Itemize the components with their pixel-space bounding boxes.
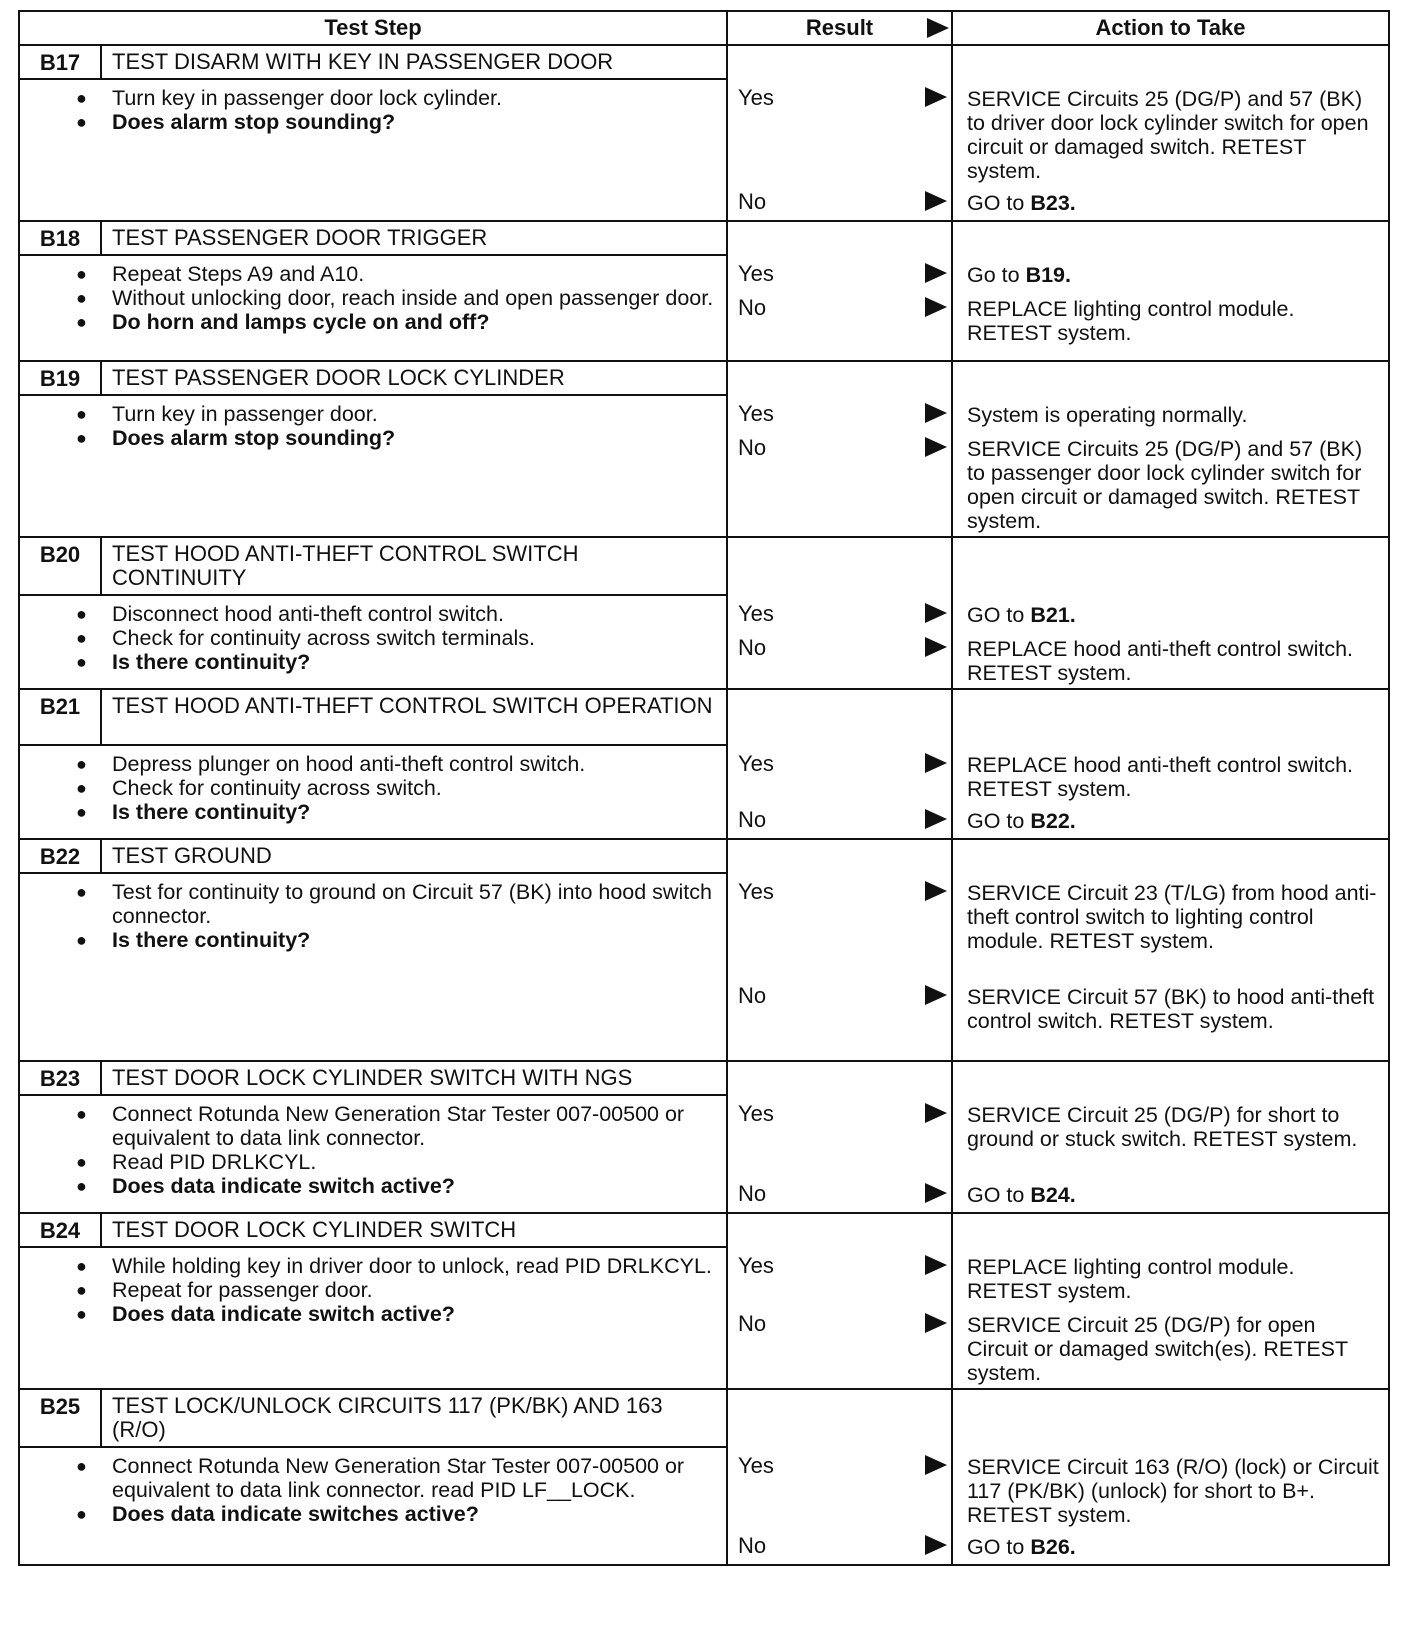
action-cell xyxy=(952,1095,1389,1213)
arrow-icon xyxy=(925,753,947,773)
arrow-icon xyxy=(925,881,947,901)
result-cell xyxy=(727,1447,952,1565)
step-body-row xyxy=(19,595,1389,689)
arrow-icon xyxy=(925,1313,947,1333)
result-cell xyxy=(727,255,952,361)
arrow-icon xyxy=(925,985,947,1005)
table-header-row xyxy=(19,11,1389,45)
arrow-icon xyxy=(925,637,947,657)
arrow-icon xyxy=(925,1535,947,1555)
step-instructions xyxy=(19,1095,727,1213)
step-question: ● Is there continuity? xyxy=(112,928,718,952)
step-title-row xyxy=(19,839,1389,873)
step-question: ● Does data indicate switches active? xyxy=(112,1502,718,1526)
step-body-row xyxy=(19,255,1389,361)
step-id: B18 xyxy=(19,221,101,255)
result-cell xyxy=(727,595,952,689)
header-result: Result xyxy=(727,11,952,45)
step-title-row xyxy=(19,221,1389,255)
arrow-icon xyxy=(925,87,947,107)
step-question: ● Is there continuity? xyxy=(112,800,718,824)
result-yes: Yes xyxy=(738,751,947,777)
step-title: TEST HOOD ANTI-THEFT CONTROL SWITCH CONTINUITY xyxy=(101,537,727,595)
action-yes: SERVICE Circuit 163 (R/O) (lock) or Circuit 117 (PK/BK) (unlock) for short to B+. RETEST system. xyxy=(967,1455,1379,1527)
action-cell xyxy=(952,873,1389,1061)
step-body-row xyxy=(19,1247,1389,1389)
result-no: No xyxy=(738,1311,947,1337)
instruction-item: ● Connect Rotunda New Generation Star Tester 007-00500 or equivalent to data link connector. xyxy=(112,1102,718,1150)
result-cell xyxy=(727,745,952,839)
action-no: SERVICE Circuit 25 (DG/P) for open Circuit or damaged switch(es). RETEST system. xyxy=(967,1313,1348,1385)
instruction-item: ● Without unlocking door, reach inside and open passenger door. xyxy=(112,286,718,310)
step-title: TEST PASSENGER DOOR LOCK CYLINDER xyxy=(101,361,727,395)
result-cell xyxy=(727,395,952,537)
step-id: B17 xyxy=(19,45,101,79)
header-test-step: Test Step xyxy=(19,11,727,45)
instruction-item: ● Repeat for passenger door. xyxy=(112,1278,718,1302)
step-title: TEST DOOR LOCK CYLINDER SWITCH WITH NGS xyxy=(101,1061,727,1095)
header-action: Action to Take xyxy=(952,11,1389,45)
step-title-row xyxy=(19,1213,1389,1247)
step-body-row xyxy=(19,79,1389,221)
arrow-icon xyxy=(925,603,947,623)
action-cell xyxy=(952,595,1389,689)
step-title-row xyxy=(19,361,1389,395)
result-yes: Yes xyxy=(738,401,947,427)
instruction-item: ● Depress plunger on hood anti-theft control switch. xyxy=(112,752,718,776)
result-yes: Yes xyxy=(738,879,947,905)
arrow-icon xyxy=(925,1255,947,1275)
step-question: ● Does alarm stop sounding? xyxy=(112,426,718,450)
instruction-item: ● Repeat Steps A9 and A10. xyxy=(112,262,718,286)
arrow-icon xyxy=(925,297,947,317)
result-yes: Yes xyxy=(738,1253,947,1279)
step-id: B20 xyxy=(19,537,101,595)
step-question: ● Does alarm stop sounding? xyxy=(112,110,718,134)
result-yes: Yes xyxy=(738,601,947,627)
step-title: TEST DISARM WITH KEY IN PASSENGER DOOR xyxy=(101,45,727,79)
instruction-item: ● Turn key in passenger door. xyxy=(112,402,718,426)
action-yes: SERVICE Circuit 23 (T/LG) from hood anti-theft control switch to lighting control module. RETEST system. xyxy=(967,881,1377,953)
action-no: GO to B26. xyxy=(967,1535,1076,1559)
action-yes: REPLACE hood anti-theft control switch. RETEST system. xyxy=(967,753,1354,801)
action-yes: Go to B19. xyxy=(967,263,1071,287)
result-no: No xyxy=(738,295,947,321)
step-instructions xyxy=(19,395,727,537)
action-yes: GO to B21. xyxy=(967,603,1076,627)
step-title: TEST PASSENGER DOOR TRIGGER xyxy=(101,221,727,255)
action-no: GO to B24. xyxy=(967,1183,1076,1207)
result-no: No xyxy=(738,435,947,461)
step-body-row xyxy=(19,1095,1389,1213)
action-cell xyxy=(952,1247,1389,1389)
arrow-icon xyxy=(927,18,949,38)
arrow-icon xyxy=(925,263,947,283)
arrow-icon xyxy=(925,1183,947,1203)
instruction-item: ● Connect Rotunda New Generation Star Tester 007-00500 or equivalent to data link connector. read PID LF__LOCK. xyxy=(112,1454,718,1502)
step-instructions xyxy=(19,255,727,361)
step-instructions xyxy=(19,595,727,689)
arrow-icon xyxy=(925,191,947,211)
step-title-row xyxy=(19,537,1389,595)
step-question: ● Do horn and lamps cycle on and off? xyxy=(112,310,718,334)
step-id: B19 xyxy=(19,361,101,395)
step-id: B25 xyxy=(19,1389,101,1447)
arrow-icon xyxy=(925,809,947,829)
step-body-row xyxy=(19,873,1389,1061)
step-title-row xyxy=(19,689,1389,745)
action-no: SERVICE Circuit 57 (BK) to hood anti-theft control switch. RETEST system. xyxy=(967,985,1375,1033)
step-body-row xyxy=(19,395,1389,537)
result-no: No xyxy=(738,189,947,215)
instruction-item: ● Turn key in passenger door lock cylinder. xyxy=(112,86,718,110)
result-no: No xyxy=(738,1181,947,1207)
step-instructions xyxy=(19,745,727,839)
step-title: TEST LOCK/UNLOCK CIRCUITS 117 (PK/BK) AND 163 (R/O) xyxy=(101,1389,727,1447)
result-yes: Yes xyxy=(738,85,947,111)
action-cell xyxy=(952,79,1389,221)
step-question: ● Does data indicate switch active? xyxy=(112,1302,718,1326)
result-no: No xyxy=(738,983,947,1009)
step-title: TEST DOOR LOCK CYLINDER SWITCH xyxy=(101,1213,727,1247)
arrow-icon xyxy=(925,1103,947,1123)
action-no: REPLACE lighting control module. RETEST system. xyxy=(967,297,1295,345)
result-cell xyxy=(727,79,952,221)
action-no: REPLACE hood anti-theft control switch. RETEST system. xyxy=(967,637,1354,685)
step-body-row xyxy=(19,745,1389,839)
action-cell xyxy=(952,395,1389,537)
instruction-item: ● While holding key in driver door to unlock, read PID DRLKCYL. xyxy=(112,1254,718,1278)
instruction-item: ● Check for continuity across switch terminals. xyxy=(112,626,718,650)
result-no: No xyxy=(738,807,947,833)
action-cell xyxy=(952,1447,1389,1565)
action-cell xyxy=(952,255,1389,361)
action-yes: System is operating normally. xyxy=(967,403,1248,427)
step-question: ● Is there continuity? xyxy=(112,650,718,674)
action-yes: REPLACE lighting control module. RETEST system. xyxy=(967,1255,1295,1303)
arrow-icon xyxy=(925,403,947,423)
step-id: B22 xyxy=(19,839,101,873)
action-no: GO to B22. xyxy=(967,809,1076,833)
step-question: ● Does data indicate switch active? xyxy=(112,1174,718,1198)
result-yes: Yes xyxy=(738,261,947,287)
result-cell xyxy=(727,1095,952,1213)
instruction-item: ● Read PID DRLKCYL. xyxy=(112,1150,718,1174)
step-title-row xyxy=(19,1061,1389,1095)
step-instructions xyxy=(19,79,727,221)
instruction-item: ● Test for continuity to ground on Circuit 57 (BK) into hood switch connector. xyxy=(112,880,718,928)
step-title-row xyxy=(19,45,1389,79)
action-no: GO to B23. xyxy=(967,191,1076,215)
step-id: B24 xyxy=(19,1213,101,1247)
result-yes: Yes xyxy=(738,1453,947,1479)
step-title: TEST GROUND xyxy=(101,839,727,873)
step-id: B23 xyxy=(19,1061,101,1095)
instruction-item: ● Disconnect hood anti-theft control switch. xyxy=(112,602,718,626)
action-yes: SERVICE Circuits 25 (DG/P) and 57 (BK) to driver door lock cylinder switch for open circuit or damaged switch. RETEST system. xyxy=(967,87,1369,183)
action-cell xyxy=(952,745,1389,839)
result-cell xyxy=(727,1247,952,1389)
step-instructions xyxy=(19,1247,727,1389)
action-no: SERVICE Circuits 25 (DG/P) and 57 (BK) to passenger door lock cylinder switch for open circuit or damaged switch. RETEST system. xyxy=(967,437,1363,533)
step-instructions xyxy=(19,1447,727,1565)
result-cell xyxy=(727,873,952,1061)
step-id: B21 xyxy=(19,689,101,745)
diagnostic-table xyxy=(18,10,1388,1566)
step-title-row xyxy=(19,1389,1389,1447)
step-title: TEST HOOD ANTI-THEFT CONTROL SWITCH OPERATION xyxy=(101,689,727,745)
result-yes: Yes xyxy=(738,1101,947,1127)
instruction-item: ● Check for continuity across switch. xyxy=(112,776,718,800)
result-no: No xyxy=(738,1533,947,1559)
result-no: No xyxy=(738,635,947,661)
arrow-icon xyxy=(925,437,947,457)
step-instructions xyxy=(19,873,727,1061)
step-body-row xyxy=(19,1447,1389,1565)
action-yes: SERVICE Circuit 25 (DG/P) for short to ground or stuck switch. RETEST system. xyxy=(967,1103,1358,1151)
arrow-icon xyxy=(925,1455,947,1475)
